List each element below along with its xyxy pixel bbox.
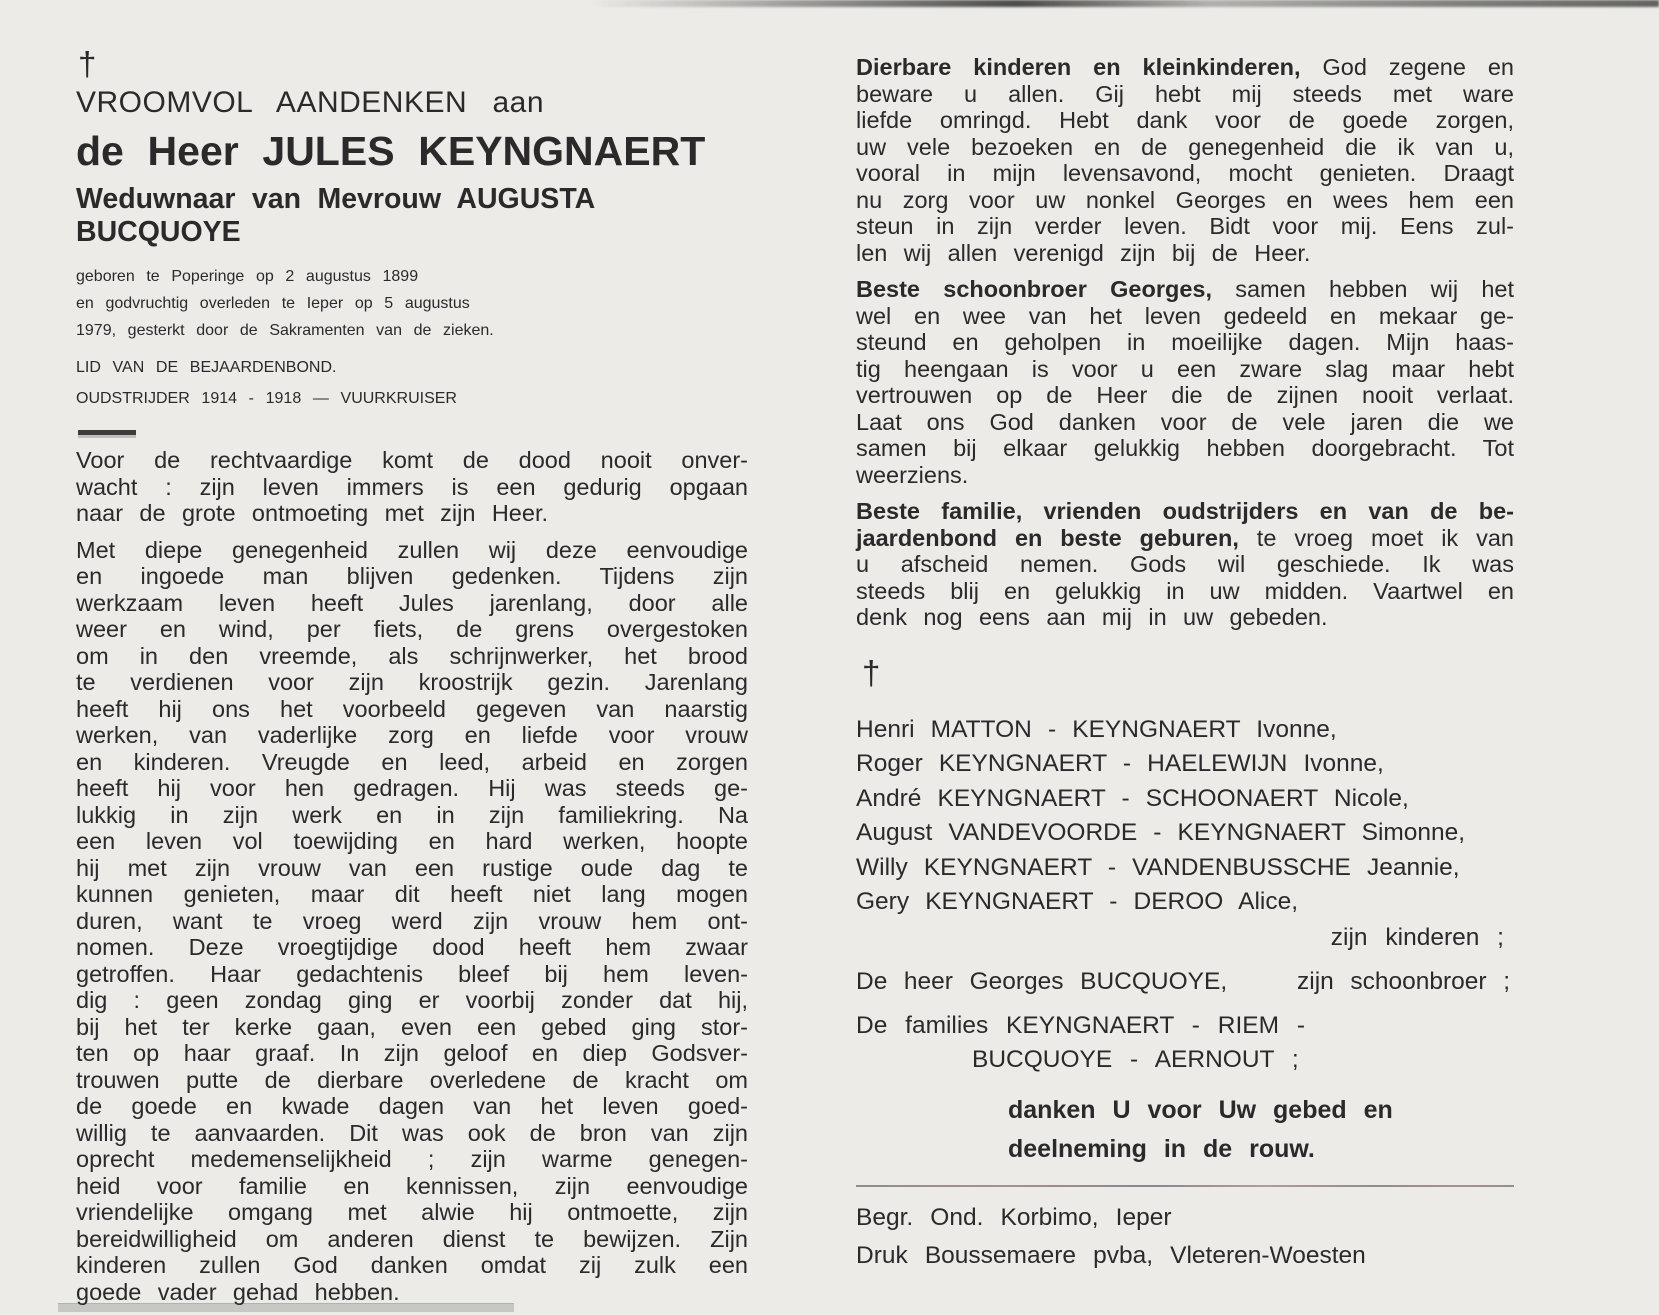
text-line: vertrouwen op de Heer die de zijnen nooit verlaat.: [856, 382, 1514, 408]
paragraph: [76, 447, 748, 527]
text-line: LID VAN DE BEJAARDENBOND.: [76, 359, 337, 376]
left-column: [76, 46, 748, 1315]
paragraph: [856, 276, 1514, 488]
text-line: uw vele bezoeken en de genegenheid die ik van u,: [856, 133, 1514, 160]
text-line: weerziens.: [856, 461, 969, 488]
text-line: BUCQUOYE - AERNOUT ;: [972, 1045, 1299, 1073]
text-line: Gery KEYNGNAERT - DEROO Alice,: [856, 888, 1299, 915]
text-line: OUDSTRIJDER 1914 - 1918 — VUURKRUISER: [76, 390, 457, 407]
text-line: getroffen. Haar gedachtenis bleef bij hem leven-: [76, 960, 748, 987]
widower-line: Weduwnaar van Mevrouw AUGUSTA BUCQUOYE: [76, 183, 595, 248]
text-line: Laat ons God danken voor de vele jaren die we: [856, 408, 1514, 435]
paragraph: [856, 54, 1514, 266]
text-line: naar de grote ontmoeting met zijn Heer.: [76, 500, 549, 526]
text-line: heid voor familie en kennissen, zijn eenvoudige: [76, 1172, 748, 1199]
text-line: samen bij elkaar gelukkig hebben doorgebracht. Tot: [856, 435, 1514, 461]
bold-text-segment: Beste familie, vrienden oudstrijders en van de be-: [856, 498, 1514, 524]
text-line: vooral in mijn levensavond, mocht genieten. Draagt: [856, 160, 1514, 186]
text-segment: te vroeg moet ik van: [1238, 524, 1515, 551]
text-line: André KEYNGNAERT - SCHOONAERT Nicole,: [856, 784, 1409, 812]
text-line: liefde omringd. Hebt dank voor de goede zorgen,: [856, 107, 1514, 133]
deceased-name-title: de Heer JULES KEYNGNAERT: [76, 128, 706, 174]
birth-death-block: [76, 263, 748, 344]
text-line: werkzaam leven heeft Jules jarenlang, door alle: [76, 589, 748, 616]
text-line: ten op haar graaf. In zijn geloof en diep Godsver-: [76, 1040, 748, 1066]
thanks-block: [1008, 1091, 1514, 1169]
families-block: [856, 1009, 1514, 1077]
text-line: Henri MATTON - KEYNGNAERT Ivonne,: [856, 715, 1337, 743]
text-line: u afscheid nemen. Gods wil geschiede. Ik was: [856, 551, 1514, 577]
membership-block: [76, 352, 748, 414]
text-line: deelneming in de rouw.: [1008, 1134, 1315, 1163]
text-line: nu zorg voor uw nonkel Georges en wees hem een: [856, 186, 1514, 213]
text-line: wel en wee van het leven gedeeld en mekaar ge-: [856, 302, 1514, 329]
text-line: denk nog eens aan mij in uw gebeden.: [856, 604, 1328, 630]
brother-in-law-relation: zijn schoonbroer ;: [1297, 967, 1510, 995]
text-line: de goede en kwade dagen van het leven goed-: [76, 1093, 748, 1119]
text-line: Begr. Ond. Korbimo, Ieper: [856, 1203, 1172, 1231]
text-line: steund en geholpen in moeilijke dagen. Mijn haas-: [856, 329, 1514, 355]
cross-icon: †: [862, 653, 881, 691]
text-line: vriendelijke omgang met alwie hij ontmoette, zijn: [76, 1199, 748, 1225]
text-line: een leven vol toewijding en hard werken, hoopte: [76, 828, 748, 854]
bold-text-segment: Dierbare kinderen en kleinkinderen,: [856, 54, 1301, 80]
bold-text-segment: jaardenbond en beste geburen,: [856, 524, 1239, 551]
text-line: [856, 276, 1514, 303]
text-line: steun in zijn verder leven. Bidt voor mij. Eens zul-: [856, 213, 1514, 239]
text-line: oprecht medemenselijkheid ; zijn warme genegen-: [76, 1146, 748, 1172]
text-line: [856, 54, 1514, 81]
scan-edge-artifact-top: [590, 0, 1659, 7]
text-line: heeft hij ons het voorbeeld gegeven van naarstig: [76, 695, 748, 722]
text-line: om in den vreemde, als schrijnwerker, het brood: [76, 642, 748, 669]
paragraph: [856, 498, 1514, 631]
text-line: hij met zijn vrouw van een rustige oude dag te: [76, 854, 748, 881]
text-line: bereidwilligheid om anderen dienst te bewijzen. Zijn: [76, 1225, 748, 1252]
text-line: len wij allen verenigd zijn bij de Heer.: [856, 239, 1311, 266]
text-line: en ingoede man blijven gedenken. Tijdens zijn: [76, 563, 748, 589]
obituary-text: [76, 447, 748, 1305]
text-segment: God zegene en: [1300, 54, 1514, 80]
text-line: wacht : zijn leven immers is een gedurig opgaan: [76, 473, 748, 500]
paragraph: [76, 537, 748, 1306]
text-line: weer en wind, per fiets, de grens overgestoken: [76, 616, 748, 642]
text-line: Druk Boussemaere pvba, Vleteren-Woesten: [856, 1242, 1366, 1269]
children-suffix: zijn kinderen ;: [1330, 923, 1504, 951]
text-line: danken U voor Uw gebed en: [1008, 1095, 1393, 1124]
text-line: lukkig in zijn werk en in zijn familiekring. Na: [76, 801, 748, 828]
text-line: [856, 525, 1514, 552]
text-line: August VANDEVOORDE - KEYNGNAERT Simonne,: [856, 819, 1466, 846]
text-line: dig : geen zondag ging er voorbij zonder dat hij,: [76, 987, 748, 1013]
text-line: trouwen putte de dierbare overledene de kracht om: [76, 1066, 748, 1093]
text-line: beware u allen. Gij hebt mij steeds met ware: [856, 80, 1514, 107]
text-line: 1979, gesterkt door de Sakramenten van de zieken.: [76, 322, 494, 339]
printer-info-block: [856, 1199, 1514, 1276]
children-names-list: [856, 713, 1514, 920]
farewell-text: [856, 54, 1514, 631]
text-line: Met diepe genegenheid zullen wij deze eenvoudige: [76, 536, 748, 563]
text-line: geboren te Poperinge op 2 augustus 1899: [76, 268, 419, 285]
text-line: goede vader gehad hebben.: [76, 1278, 400, 1305]
footer-rule: [856, 1185, 1514, 1187]
text-line: De families KEYNGNAERT - RIEM -: [856, 1011, 1306, 1039]
text-segment: samen hebben wij het: [1212, 276, 1514, 302]
memorial-intro: VROOMVOL AANDENKEN aan: [76, 86, 545, 119]
text-line: duren, want te vroeg werd zijn vrouw hem ont-: [76, 907, 748, 934]
text-line: te verdienen voor zijn kroostrijk gezin. Jarenlang: [76, 669, 748, 695]
text-line: tig heengaan is voor u een zware slag maar hebt: [856, 355, 1514, 382]
divider-dash: [78, 430, 136, 435]
text-line: en godvruchtig overleden te Ieper op 5 augustus: [76, 295, 470, 312]
text-line: heeft hij voor hen gedragen. Hij was steeds ge-: [76, 775, 748, 801]
text-line: willig te aanvaarden. Dit was ook de bron van zijn: [76, 1119, 748, 1146]
text-line: steeds blij en gelukkig in uw midden. Vaartwel en: [856, 577, 1514, 604]
text-line: Willy KEYNGNAERT - VANDENBUSSCHE Jeannie,: [856, 853, 1460, 881]
cross-icon: †: [78, 45, 97, 82]
text-line: Voor de rechtvaardige komt de dood nooit onver-: [76, 447, 748, 473]
brother-in-law-name: De heer Georges BUCQUOYE,: [856, 967, 1228, 995]
bold-text-segment: Beste schoonbroer Georges,: [856, 276, 1212, 302]
text-line: werken, van vaderlijke zorg en liefde voor vrouw: [76, 722, 748, 748]
brother-in-law-line: [856, 968, 1514, 996]
text-line: nomen. Deze vroegtijdige dood heeft hem zwaar: [76, 934, 748, 960]
text-line: kunnen genieten, maar dit heeft niet lang mogen: [76, 881, 748, 907]
text-line: Roger KEYNGNAERT - HAELEWIJN Ivonne,: [856, 750, 1384, 777]
text-line: [856, 498, 1514, 525]
right-column: [856, 46, 1514, 1276]
text-line: en kinderen. Vreugde en leed, arbeid en zorgen: [76, 748, 748, 775]
text-line: bij het ter kerke gaan, even een gebed ging stor-: [76, 1013, 748, 1040]
text-line: kinderen zullen God danken omdat zij zulk een: [76, 1252, 748, 1278]
